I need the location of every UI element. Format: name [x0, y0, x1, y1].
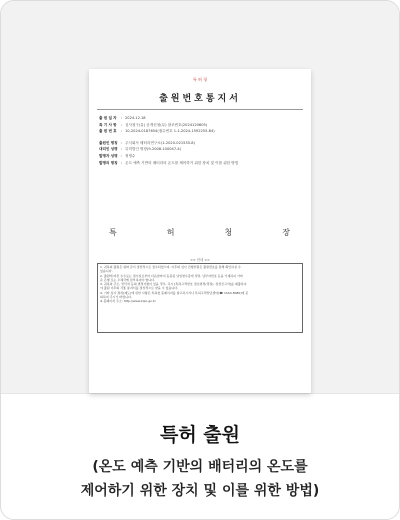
notice-line: 운 은행 또는 우체국에 납부하여야 합니다. [100, 277, 155, 282]
card-title: 특허 출원 [159, 424, 241, 446]
notice-line: 있습니다. [100, 269, 113, 274]
notice-line: ※ 홈페이지 주소: http://www.kipo.go.kr [100, 299, 156, 304]
notice-box [97, 263, 303, 333]
notice-line: 4. 기타 심사 절차(제도)에 관한 사항은 특허청 홈페이지를 참고하시거나 특허고객상담센터(☎ 1544-8080)에 문 [100, 290, 249, 295]
issuer-stamp [109, 227, 291, 238]
card-subtitle [1, 455, 399, 503]
stamp-char: 특 [109, 228, 118, 237]
stamp-char: 청 [224, 228, 234, 237]
document-image-area [1, 1, 399, 394]
doc-field: 출원인 명칭 : 주식회사 배터리연구소(1-2020-021535-8) [99, 140, 195, 145]
patent-notice-document [89, 69, 311, 393]
doc-field: 출 원 일 자 : 2024.12.18 [99, 116, 146, 120]
doc-fields [99, 115, 303, 166]
subtitle-line: (온도 예측 기반의 배터리의 온도를 [92, 459, 308, 475]
field-label: 출원인 명칭 [99, 140, 118, 145]
field-value: 심사청구(유) 공개신청(무) 참조번호(2024120605) [125, 122, 208, 127]
notice-line: 3. 귀하의 주소, 연락처 등의 변경사항이 있을 경우, 즉시 [특허고객번호 정보변경(경정), 정정신고서]를 제출하여 [100, 282, 247, 287]
notice-line: 1. 귀하의 출원은 위와 같이 정상적으로 접수되었으며, 이후의 심사 진행상황은 출원번호를 통해 확인하실 수 [100, 265, 241, 269]
field-value: 2024.12.18 [125, 116, 146, 120]
doc-divider [97, 109, 303, 110]
doc-title: 출원번호통지서 [159, 94, 241, 104]
notice-line: 야 출원 이후의 각종 통지서를 정상적으로 받을 수 있습니다. [100, 286, 179, 291]
field-label: 특 기 사 항 [99, 122, 117, 127]
doc-header: 특 허 청 [192, 77, 208, 82]
doc-field: 대리인 성명 : 특허법인 명장(9-2008-100047-4) [99, 147, 182, 152]
field-label: 발명자 성명 [99, 153, 118, 158]
field-label: 발명의 명칭 [99, 160, 118, 165]
doc-field: 출 원 번 호 : 10-2024-0187654(접수번호 1-1-2024-1592255-84) [99, 129, 215, 134]
field-label: 출 원 일 자 [99, 116, 117, 120]
doc-field: 발명자 성명 : 정명수 [99, 153, 136, 158]
field-value: 정명수 [125, 153, 136, 158]
doc-field: 발명의 명칭 : 온도 예측 기반의 배터리의 온도를 제어하기 위한 장치 및 이를 위한 방법 [99, 160, 239, 165]
stamp-char: 장 [282, 228, 291, 237]
doc-field: 특 기 사 항 : 심사청구(유) 공개신청(무) 참조번호(2024120605) [99, 122, 208, 127]
notice-line: 의하여 주시기 바랍니다. [100, 295, 132, 300]
notice-header: << 안내 >> [189, 258, 211, 262]
field-label: 대리인 성명 [99, 147, 118, 152]
field-value: 특허법인 명장(9-2008-100047-4) [125, 147, 182, 152]
stamp-char: 허 [166, 228, 176, 237]
subtitle-line: 제어하기 위한 장치 및 이를 위한 방법) [80, 483, 320, 499]
field-label: 출 원 번 호 [99, 129, 117, 134]
field-value: 10-2024-0187654(접수번호 1-1-2024-1592255-84) [125, 129, 215, 134]
notice-line: 2. 출원에 따른 수수료는 접수일로부터 다음날까지 동봉된 납입영수증에 성명, 납부자번호 등을 기재하여 가까 [100, 273, 243, 278]
field-value: 온도 예측 기반의 배터리의 온도를 제어하기 위한 장치 및 이를 위한 방법 [125, 160, 239, 165]
field-value: 주식회사 배터리연구소(1-2020-021535-8) [125, 140, 195, 145]
